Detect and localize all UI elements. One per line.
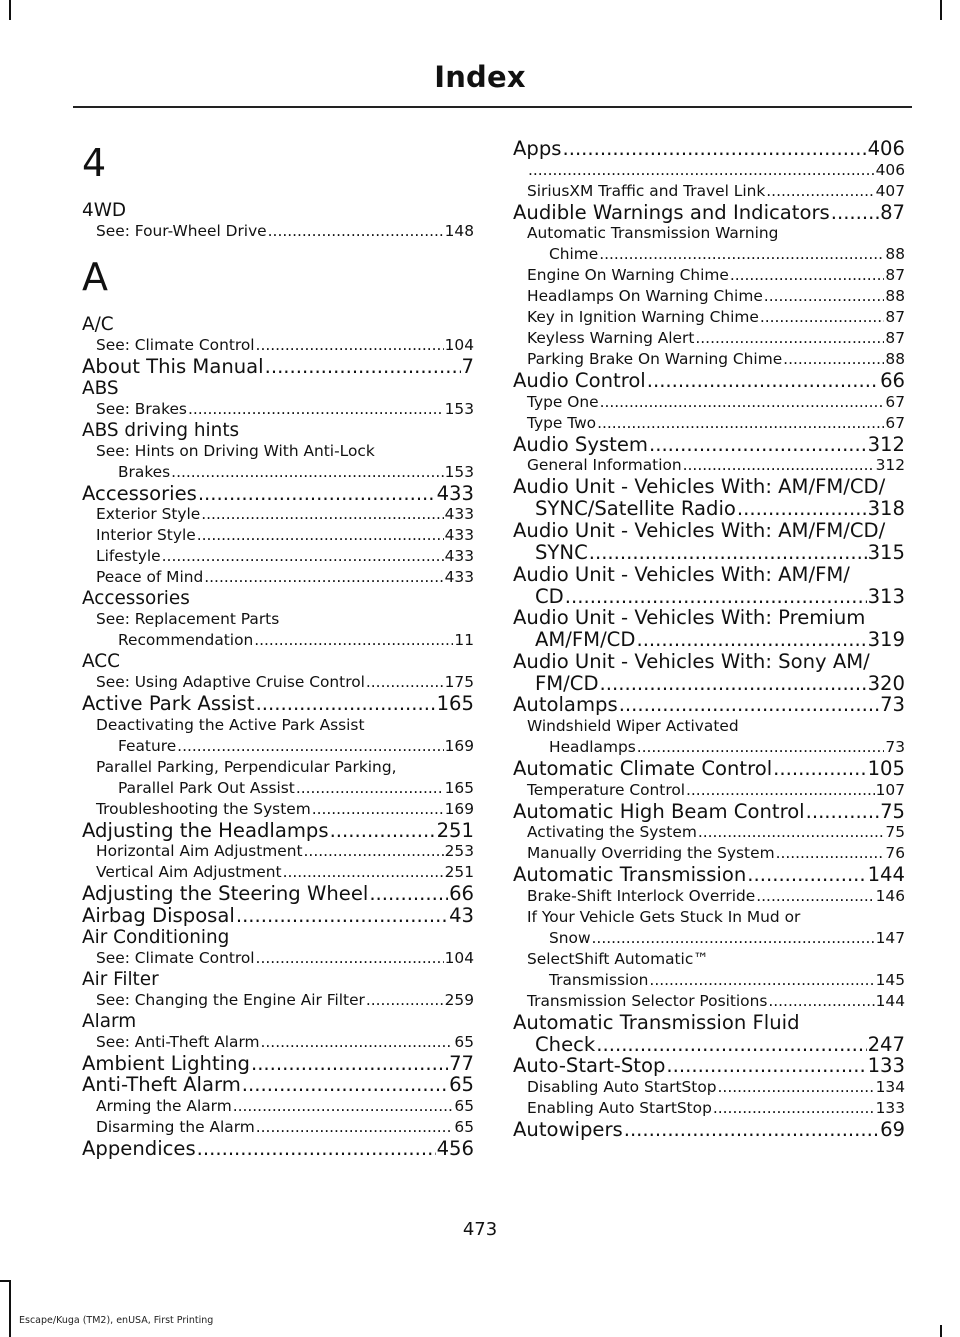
entry-label: Transmission xyxy=(549,970,649,989)
entry-label: See: Anti-Theft Alarm xyxy=(96,1032,260,1051)
entry-label: Adjusting the Headlamps xyxy=(82,818,329,842)
index-main-heading: Audio Unit - Vehicles With: AM/FM/CD/ xyxy=(513,518,886,542)
dot-leader xyxy=(589,542,867,564)
index-sub-entry xyxy=(82,1117,474,1138)
entry-page-number: 66 xyxy=(449,882,474,906)
dot-leader xyxy=(330,820,436,842)
entry-page-number: 67 xyxy=(885,392,905,411)
index-subheading: SelectShift Automatic™ xyxy=(527,949,709,968)
entry-page-number: 65 xyxy=(449,1073,474,1097)
index-sub-entry xyxy=(82,1096,474,1117)
entry-page-number: 433 xyxy=(444,568,474,587)
entry-label: Autolamps xyxy=(513,693,618,717)
dot-leader xyxy=(254,630,453,651)
index-subheading: Deactivating the Active Park Assist xyxy=(96,715,365,734)
entry-label: Parallel Park Out Assist xyxy=(118,778,295,797)
dot-leader xyxy=(369,883,448,905)
index-sub-entry xyxy=(82,799,474,820)
entry-label: Check xyxy=(535,1032,596,1056)
entry-label: See: Climate Control xyxy=(96,336,255,354)
dot-leader xyxy=(773,758,866,780)
index-letter-heading: 4 xyxy=(82,141,107,185)
entry-label: See: Changing the Engine Air Filter xyxy=(96,990,365,1009)
entry-label: Snow xyxy=(549,928,591,947)
page-number: 473 xyxy=(462,1219,498,1240)
dot-leader xyxy=(599,244,884,265)
entry-label: Manually Overriding the System xyxy=(527,844,775,863)
index-main-entry xyxy=(513,1034,905,1056)
entry-label: See: Using Adaptive Cruise Control xyxy=(96,673,365,692)
entry-page-number: 175 xyxy=(444,673,474,692)
header-rule xyxy=(73,106,912,108)
entry-label: SYNC xyxy=(535,540,588,564)
index-subheading: Automatic Transmission Warning xyxy=(527,224,779,243)
entry-label: Type Two xyxy=(527,413,597,432)
index-main-entry xyxy=(82,1138,474,1160)
index-main-heading: Audio Unit - Vehicles With: AM/FM/CD/ xyxy=(513,475,886,499)
entry-label: AM/FM/CD xyxy=(535,628,636,652)
index-letter-heading: A xyxy=(82,255,108,299)
entry-label: Enabling Auto StartStop xyxy=(527,1098,712,1117)
entry-label: See: Brakes xyxy=(96,399,187,418)
entry-page-number: 76 xyxy=(885,844,905,863)
dot-leader xyxy=(637,737,885,758)
entry-page-number: 144 xyxy=(875,991,905,1010)
entry-label: Temperature Control xyxy=(527,780,686,799)
page-title: Index xyxy=(434,60,526,94)
dot-leader xyxy=(624,1119,879,1141)
index-sub-entry xyxy=(513,307,905,328)
dot-leader xyxy=(766,181,874,202)
dot-leader xyxy=(713,1098,875,1119)
dot-leader xyxy=(695,328,884,349)
index-heading: Accessories xyxy=(82,588,190,610)
dot-leader xyxy=(806,801,879,823)
entry-page-number: 69 xyxy=(880,1117,905,1141)
entry-label: Brake-Shift Interlock Override xyxy=(527,886,756,905)
index-sub-entry xyxy=(82,567,474,588)
index-heading: 4WD xyxy=(82,200,127,221)
dot-leader xyxy=(698,822,885,843)
index-sub-entry xyxy=(513,780,905,801)
dot-leader xyxy=(236,905,448,927)
index-main-entry xyxy=(82,693,474,715)
entry-page-number: 73 xyxy=(885,737,905,756)
entry-page-number: 407 xyxy=(875,181,905,200)
entry-label: About This Manual xyxy=(82,355,264,378)
entry-label: Automatic Transmission xyxy=(513,863,747,887)
index-sub-entry xyxy=(82,221,474,242)
index-main-entry xyxy=(82,820,474,842)
entry-label: Disabling Auto StartStop xyxy=(527,1077,717,1096)
dot-leader xyxy=(666,1055,866,1077)
dot-leader xyxy=(563,138,867,160)
index-sub-entry xyxy=(513,1077,905,1098)
entry-label: Recommendation xyxy=(118,631,254,650)
dot-leader xyxy=(296,778,444,799)
entry-label: Troubleshooting the System xyxy=(96,799,311,818)
index-main-entry xyxy=(513,1119,905,1141)
dot-leader xyxy=(760,307,885,328)
index-main-entry xyxy=(513,498,905,520)
entry-page-number: 87 xyxy=(885,329,905,348)
dot-leader xyxy=(783,349,884,370)
crop-mark-bottom-right xyxy=(940,1325,942,1337)
dot-leader xyxy=(233,1096,454,1117)
dot-leader xyxy=(256,948,444,969)
entry-label: Activating the System xyxy=(527,823,697,842)
entry-page-number: 65 xyxy=(454,1117,474,1136)
dot-leader xyxy=(197,1138,436,1160)
entry-page-number: 145 xyxy=(875,970,905,989)
entry-label: Chime xyxy=(549,245,599,264)
dot-leader xyxy=(197,525,444,546)
entry-page-number: 104 xyxy=(444,948,474,967)
dot-leader xyxy=(831,202,879,224)
dot-leader xyxy=(242,1074,448,1096)
crop-mark-bottom-left-h xyxy=(0,1280,11,1282)
entry-label: Autowipers xyxy=(513,1117,623,1141)
entry-page-number: 66 xyxy=(880,369,905,393)
entry-label: Transmission Selector Positions xyxy=(527,991,768,1010)
index-sub-entry xyxy=(513,392,905,413)
index-sub-entry xyxy=(513,886,905,907)
dot-leader xyxy=(730,265,885,286)
index-column-right xyxy=(513,138,905,1141)
index-sub-entry xyxy=(82,335,474,356)
entry-page-number: 433 xyxy=(436,481,474,505)
dot-leader xyxy=(756,886,874,907)
dot-leader xyxy=(596,1034,866,1056)
index-subheading: If Your Vehicle Gets Stuck In Mud or xyxy=(527,907,801,926)
index-main-entry xyxy=(82,883,474,905)
entry-label: Key in Ignition Warning Chime xyxy=(527,308,759,327)
entry-label: Appendices xyxy=(82,1136,196,1160)
entry-label: Auto-Start-Stop xyxy=(513,1054,666,1078)
dot-leader xyxy=(204,567,443,588)
entry-label: Anti-Theft Alarm xyxy=(82,1073,241,1097)
crop-mark-top-left xyxy=(9,0,11,20)
dot-leader xyxy=(177,736,443,757)
dot-leader xyxy=(565,586,867,608)
entry-label: Type One xyxy=(527,392,599,411)
dot-leader xyxy=(600,673,867,695)
index-sub-entry xyxy=(82,504,474,525)
index-heading: ABS driving hints xyxy=(82,419,240,441)
entry-page-number: 73 xyxy=(880,693,905,717)
index-sub-entry xyxy=(82,525,474,546)
entry-label: Peace of Mind xyxy=(96,568,204,587)
index-sub-entry xyxy=(82,736,474,757)
index-heading: A/C xyxy=(82,314,114,335)
entry-label: Airbag Disposal xyxy=(82,903,235,927)
entry-label: SiriusXM Traffic and Travel Link xyxy=(527,181,766,200)
index-sub-entry xyxy=(82,630,474,651)
index-sub-entry xyxy=(513,413,905,434)
index-main-heading: Audio Unit - Vehicles With: Premium xyxy=(513,606,866,630)
index-sub-entry xyxy=(513,160,905,181)
entry-page-number: 11 xyxy=(454,631,474,650)
index-main-entry xyxy=(513,694,905,716)
entry-page-number: 247 xyxy=(867,1032,905,1056)
index-main-heading: Audio Unit - Vehicles With: Sony AM/ xyxy=(513,649,870,673)
index-sub-entry xyxy=(513,970,905,991)
entry-page-number: 105 xyxy=(867,756,905,780)
entry-label: Parking Brake On Warning Chime xyxy=(527,350,783,369)
index-sub-entry xyxy=(82,399,474,420)
dot-leader xyxy=(256,1117,454,1138)
index-main-entry xyxy=(513,864,905,886)
entry-label: Ambient Lighting xyxy=(82,1051,250,1075)
index-sub-entry xyxy=(513,286,905,307)
entry-label: Vertical Aim Adjustment xyxy=(96,863,282,882)
entry-page-number: 251 xyxy=(436,818,474,842)
entry-page-number: 165 xyxy=(436,692,474,716)
index-sub-entry xyxy=(82,990,474,1011)
entry-label: Headlamps xyxy=(549,737,636,756)
entry-label: Interior Style xyxy=(96,526,196,545)
entry-page-number: 88 xyxy=(885,245,905,264)
entry-label: See: Climate Control xyxy=(96,948,255,967)
index-heading: Alarm xyxy=(82,1010,137,1032)
dot-leader xyxy=(647,370,879,392)
crop-mark-bottom-left xyxy=(9,1280,11,1337)
index-sub-entry xyxy=(513,1098,905,1119)
entry-label: Arming the Alarm xyxy=(96,1096,232,1115)
index-subheading: See: Hints on Driving With Anti-Lock xyxy=(96,441,375,460)
index-heading: Air Filter xyxy=(82,968,159,990)
index-sub-entry xyxy=(513,349,905,370)
entry-page-number: 315 xyxy=(867,540,905,564)
entry-page-number: 253 xyxy=(444,842,474,861)
entry-page-number: 406 xyxy=(875,160,905,179)
entry-page-number: 153 xyxy=(444,399,474,418)
index-main-entry xyxy=(513,758,905,780)
entry-page-number: 433 xyxy=(444,526,474,545)
dot-leader xyxy=(256,335,444,356)
index-subheading: Parallel Parking, Perpendicular Parking, xyxy=(96,757,397,776)
index-main-entry xyxy=(82,1053,474,1075)
entry-label: Active Park Assist xyxy=(82,692,255,716)
index-main-entry xyxy=(513,629,905,651)
entry-page-number: 87 xyxy=(885,266,905,285)
index-main-heading: Automatic Transmission Fluid xyxy=(513,1010,800,1034)
index-main-entry xyxy=(82,356,474,378)
dot-leader xyxy=(686,780,875,801)
dot-leader xyxy=(592,928,875,949)
entry-label: Accessories xyxy=(82,481,197,505)
dot-leader xyxy=(764,286,885,307)
entry-page-number: 313 xyxy=(867,584,905,608)
dot-leader xyxy=(283,862,444,883)
entry-label: Audible Warnings and Indicators xyxy=(513,200,830,224)
entry-page-number: 87 xyxy=(880,200,905,224)
dot-leader xyxy=(683,455,875,476)
index-sub-entry xyxy=(82,1032,474,1053)
entry-page-number: 318 xyxy=(867,497,905,521)
index-main-entry xyxy=(82,905,474,927)
entry-page-number: 433 xyxy=(444,505,474,524)
entry-label: Headlamps On Warning Chime xyxy=(527,287,763,306)
index-sub-entry xyxy=(82,862,474,883)
entry-page-number: 133 xyxy=(867,1054,905,1078)
dot-leader xyxy=(636,629,866,651)
index-sub-entry xyxy=(513,822,905,843)
index-sub-entry xyxy=(513,928,905,949)
dot-leader xyxy=(747,864,866,886)
index-heading: ABS xyxy=(82,377,119,399)
index-main-entry xyxy=(513,801,905,823)
index-sub-entry xyxy=(82,462,474,483)
index-sub-entry xyxy=(513,991,905,1012)
entry-page-number: 169 xyxy=(444,799,474,818)
index-sub-entry xyxy=(82,841,474,862)
entry-page-number: 88 xyxy=(885,350,905,369)
index-sub-entry xyxy=(82,672,474,693)
dot-leader xyxy=(188,399,444,420)
entry-label: Exterior Style xyxy=(96,505,201,524)
footer-text: Escape/Kuga (TM2), enUSA, First Printing xyxy=(19,1315,214,1326)
index-sub-entry xyxy=(82,778,474,799)
index-main-heading: Audio Unit - Vehicles With: AM/FM/ xyxy=(513,562,850,586)
entry-page-number: 43 xyxy=(449,903,474,927)
entry-label: Horizontal Aim Adjustment xyxy=(96,842,303,861)
entry-page-number: 65 xyxy=(454,1096,474,1115)
index-main-entry xyxy=(513,138,905,160)
entry-label: Brakes xyxy=(118,462,171,481)
entry-label: Lifestyle xyxy=(96,547,161,566)
dot-leader xyxy=(366,990,444,1011)
entry-label: See: Four-Wheel Drive xyxy=(96,222,267,240)
entry-page-number: 75 xyxy=(880,799,905,823)
index-sub-entry xyxy=(513,737,905,758)
entry-label: Audio Control xyxy=(513,369,646,393)
entry-page-number: 312 xyxy=(875,456,905,475)
entry-page-number: 65 xyxy=(454,1032,474,1051)
index-sub-entry xyxy=(513,843,905,864)
index-subheading: Windshield Wiper Activated xyxy=(527,716,739,735)
entry-label: Audio System xyxy=(513,432,648,456)
entry-page-number: 104 xyxy=(444,336,474,354)
index-main-entry xyxy=(82,483,474,505)
entry-label: Disarming the Alarm xyxy=(96,1117,255,1136)
index-sub-entry xyxy=(513,265,905,286)
index-main-entry xyxy=(513,202,905,224)
dot-leader xyxy=(718,1077,875,1098)
index-main-entry xyxy=(82,1074,474,1096)
entry-page-number: 107 xyxy=(875,780,905,799)
index-main-entry xyxy=(513,370,905,392)
dot-leader xyxy=(768,991,874,1012)
index-sub-entry xyxy=(82,948,474,969)
entry-label: CD xyxy=(535,584,564,608)
entry-page-number: 67 xyxy=(885,413,905,432)
index-main-entry xyxy=(513,542,905,564)
dot-leader xyxy=(366,672,444,693)
dot-leader xyxy=(171,462,443,483)
entry-label: Keyless Warning Alert xyxy=(527,329,695,348)
entry-page-number: 133 xyxy=(875,1098,905,1117)
entry-page-number: 259 xyxy=(444,990,474,1009)
entry-label: Adjusting the Steering Wheel xyxy=(82,882,369,906)
dot-leader xyxy=(528,160,875,181)
entry-page-number: 87 xyxy=(885,308,905,327)
entry-label: FM/CD xyxy=(535,671,599,695)
entry-page-number: 77 xyxy=(449,1051,474,1075)
index-heading: Air Conditioning xyxy=(82,926,230,948)
entry-page-number: 320 xyxy=(867,671,905,695)
dot-leader xyxy=(261,1032,454,1053)
entry-page-number: 88 xyxy=(885,287,905,306)
dot-leader xyxy=(776,843,885,864)
index-main-entry xyxy=(513,1055,905,1077)
dot-leader xyxy=(737,498,867,520)
dot-leader xyxy=(251,1053,448,1075)
entry-label: Automatic Climate Control xyxy=(513,756,773,780)
dot-leader xyxy=(265,356,461,378)
entry-page-number: 169 xyxy=(444,736,474,755)
dot-leader xyxy=(649,970,874,991)
entry-page-number: 134 xyxy=(875,1077,905,1096)
entry-page-number: 456 xyxy=(436,1136,474,1160)
entry-label: Automatic High Beam Control xyxy=(513,799,805,823)
entry-page-number: 75 xyxy=(885,823,905,842)
dot-leader xyxy=(649,434,867,456)
index-sub-entry xyxy=(513,244,905,265)
dot-leader xyxy=(600,392,885,413)
entry-page-number: 319 xyxy=(867,628,905,652)
index-subheading: See: Replacement Parts xyxy=(96,610,280,629)
dot-leader xyxy=(198,483,436,505)
index-main-entry xyxy=(513,434,905,456)
entry-page-number: 147 xyxy=(875,928,905,947)
entry-page-number: 251 xyxy=(444,863,474,882)
dot-leader xyxy=(268,221,444,242)
index-heading: ACC xyxy=(82,651,120,673)
index-sub-entry xyxy=(513,181,905,202)
dot-leader xyxy=(256,693,436,715)
entry-page-number: 433 xyxy=(444,547,474,566)
index-main-entry xyxy=(513,673,905,695)
entry-page-number: 165 xyxy=(444,778,474,797)
dot-leader xyxy=(201,504,443,525)
entry-label: Apps xyxy=(513,137,562,160)
dot-leader xyxy=(619,694,879,716)
index-sub-entry xyxy=(513,328,905,349)
entry-label: Feature xyxy=(118,736,177,755)
dot-leader xyxy=(597,413,884,434)
entry-label: SYNC/Satellite Radio xyxy=(535,497,736,521)
dot-leader xyxy=(162,546,444,567)
entry-page-number: 7 xyxy=(461,355,474,378)
entry-label: General Information xyxy=(527,456,682,475)
entry-label: Engine On Warning Chime xyxy=(527,266,729,285)
entry-page-number: 146 xyxy=(875,886,905,905)
entry-page-number: 153 xyxy=(444,462,474,481)
index-main-entry xyxy=(513,586,905,608)
entry-page-number: 312 xyxy=(867,432,905,456)
index-sub-entry xyxy=(513,455,905,476)
entry-page-number: 144 xyxy=(867,863,905,887)
entry-page-number: 148 xyxy=(444,222,474,240)
index-sub-entry xyxy=(82,546,474,567)
entry-page-number: 406 xyxy=(867,137,905,160)
dot-leader xyxy=(312,799,444,820)
crop-mark-top-right xyxy=(940,0,942,20)
index-column-left xyxy=(82,138,474,1159)
dot-leader xyxy=(304,841,444,862)
